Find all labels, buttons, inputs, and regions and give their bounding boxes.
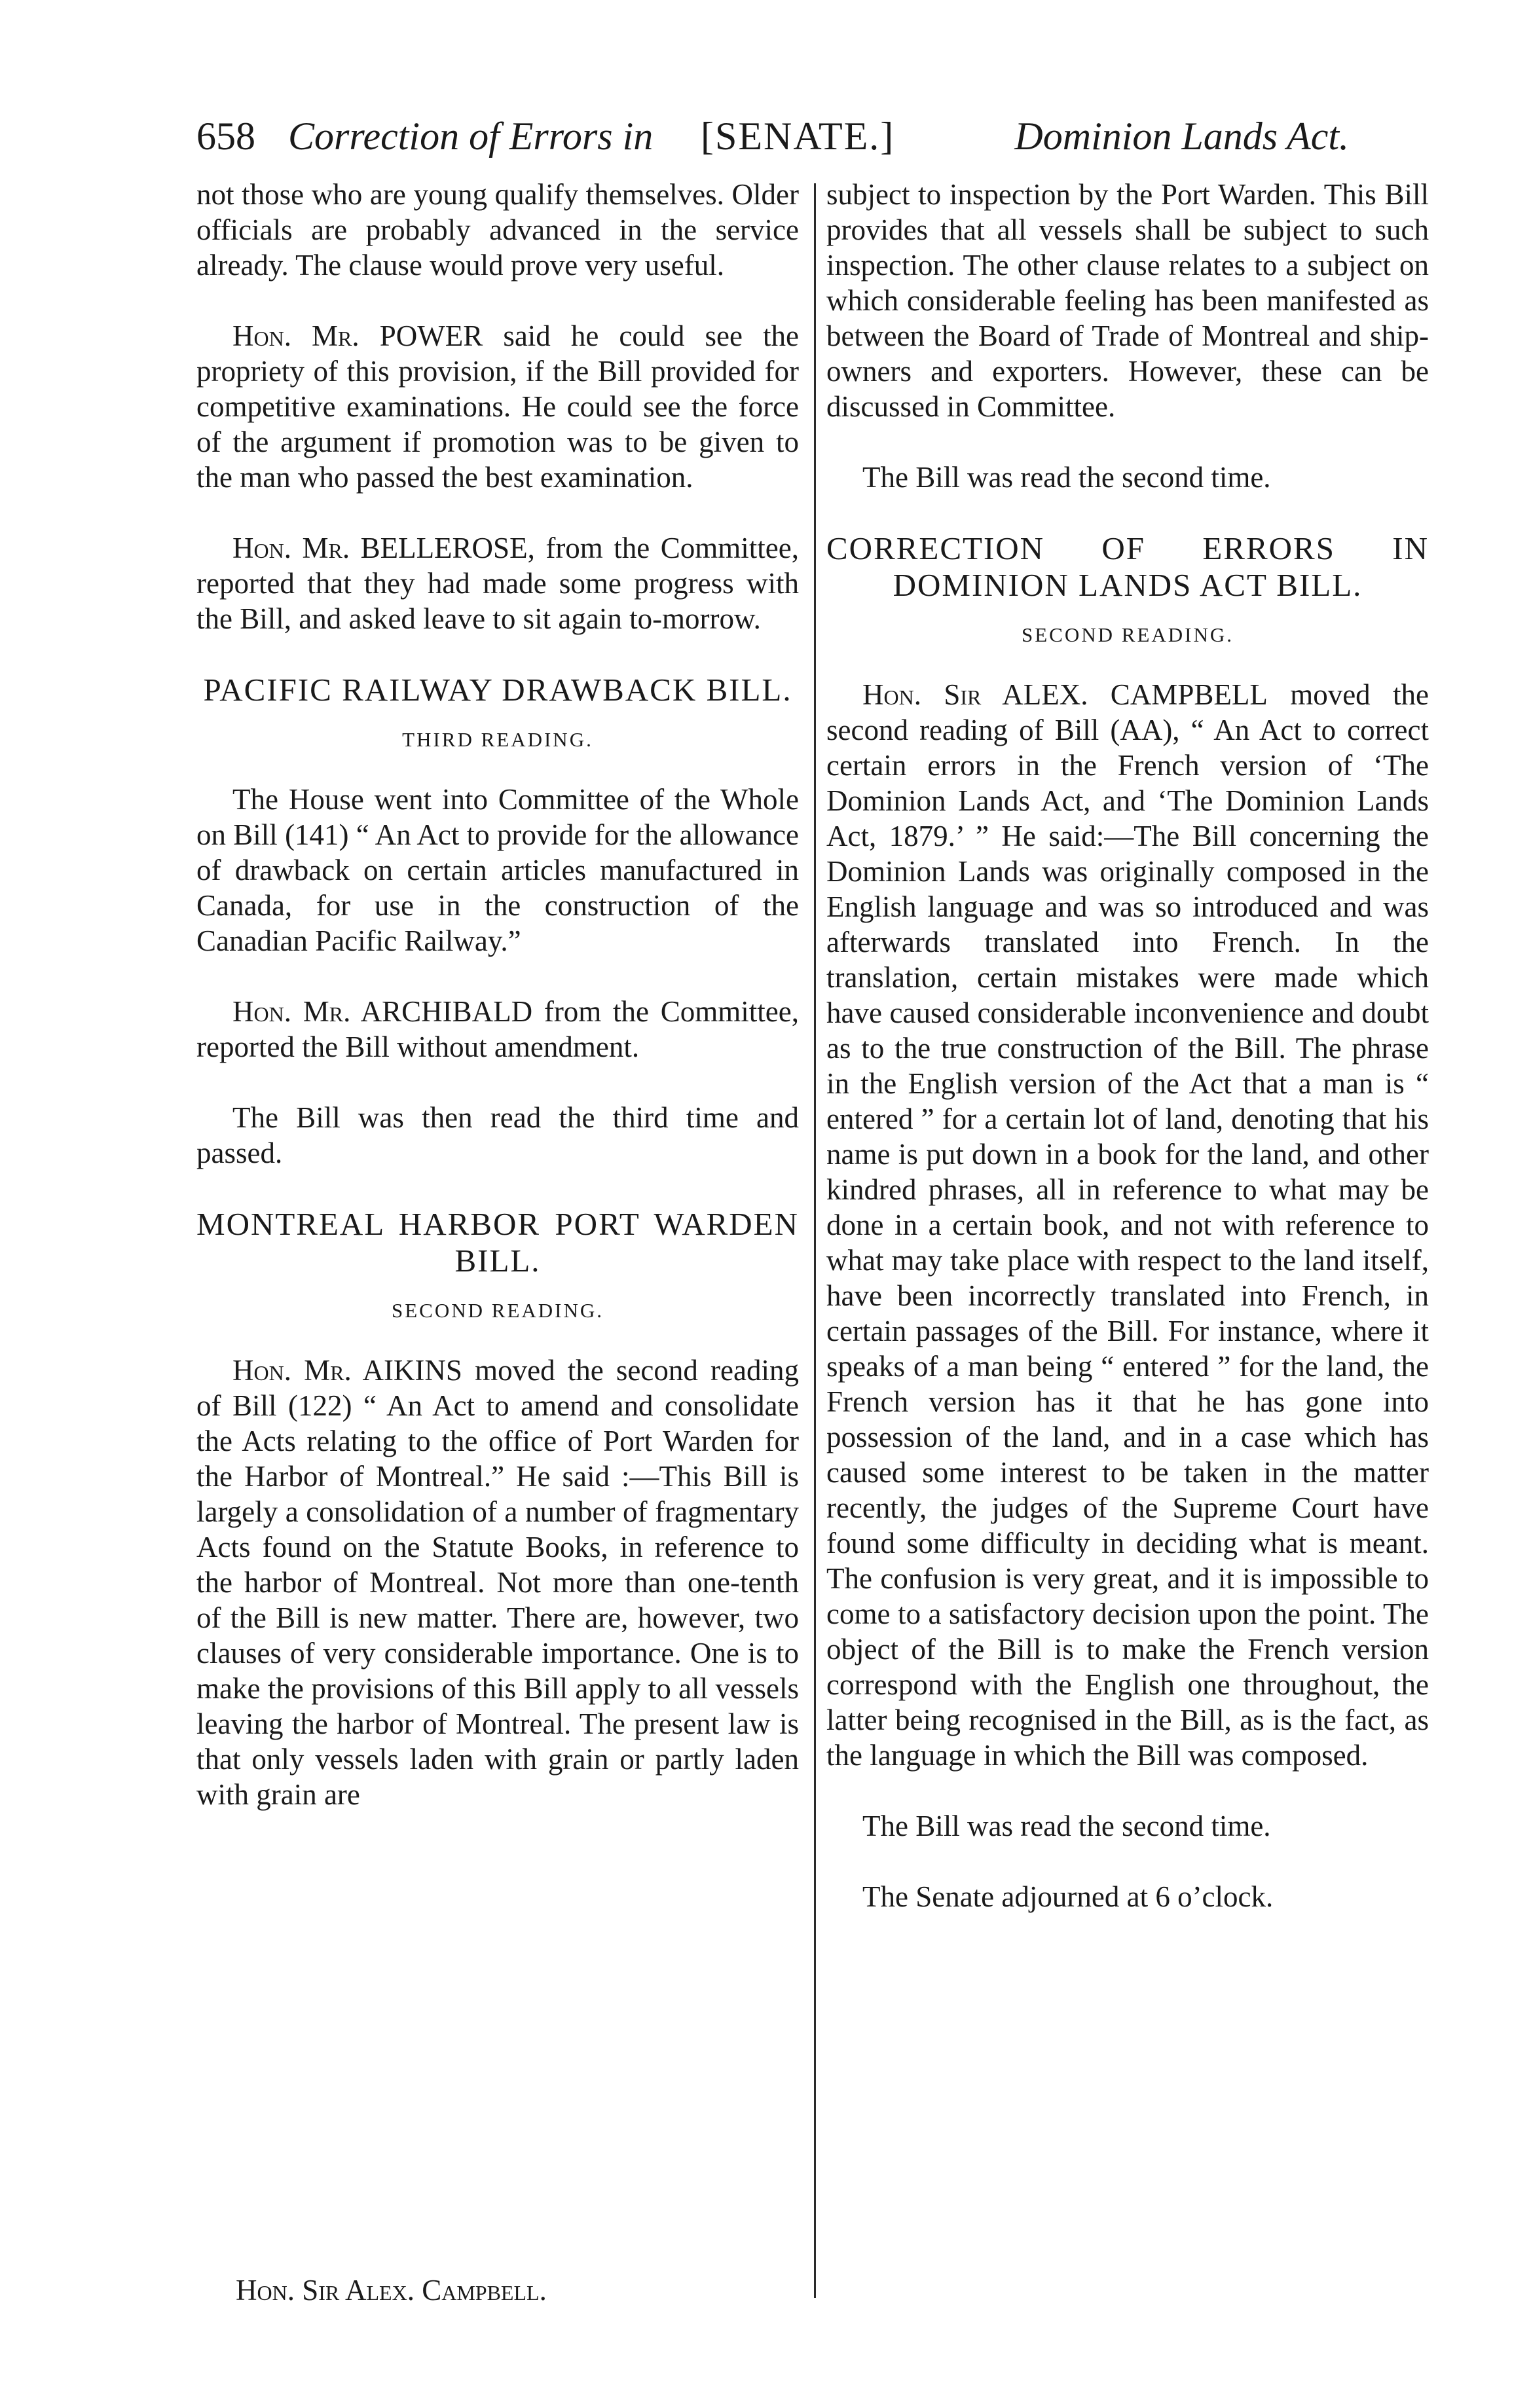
speaker-name: Hon. Mr. ARCHIBALD bbox=[232, 995, 533, 1028]
left-column bbox=[196, 177, 799, 1848]
paragraph: The Bill was read the second time. bbox=[862, 1810, 1271, 1842]
speaker-name: Hon. Mr. BELLEROSE, bbox=[232, 532, 535, 564]
paragraph bbox=[196, 1353, 799, 1812]
paragraph: subject to inspection by the Port Warden. This Bill provides that all vessels shall be subject to such inspection. The other clause relates to a subject on which considerable feeling has been manifested as between the Board of Trade of Montreal and ship-owners and exporters. However, these can be discussed in Committee. bbox=[826, 178, 1429, 423]
right-column bbox=[826, 177, 1429, 1950]
paragraph bbox=[196, 994, 799, 1065]
catchword: Hon. Sir Alex. Campbell. bbox=[236, 2274, 547, 2307]
speaker-name: Hon. Mr. AIKINS bbox=[232, 1354, 462, 1387]
section-heading: MONTREAL HARBOR PORT WARDEN BILL. bbox=[196, 1206, 799, 1279]
paragraph bbox=[196, 530, 799, 636]
section-subheading: SECOND READING. bbox=[1022, 623, 1234, 646]
paragraph: The Bill was then read the third time and passed. bbox=[196, 1101, 799, 1169]
paragraph-text: said he could see the propriety of this provision, if the Bill provided for competitive examinations. He could see the force of the argument if promotion was to be given to the man who passed the best examination. bbox=[196, 319, 799, 494]
paragraph-text: moved the second reading of Bill (AA), “ An Act to correct certain errors in the French version of ‘The Dominion Lands Act, and ‘The Dominion Lands Act, 1879.’ ” He said:—The Bill concerning the Dominion Lands was originally composed in the English language and was so introduced and was afterwards translated into French. In the translation, certain mistakes were made which have caused considerable inconvenience and doubt as to the true construction of the Bill. The phrase in the English version of the Act that a man is “ entered ” for a certain lot of land, denoting that his name is put down in a book for the land, and other kindred phrases, all in reference to what may be done in a certain book, and not with reference to what may take place with respect to the land itself, have been incorrectly translated into French, in certain passages of the Bill. For instance, where it speaks of a man being “ entered ” for the land, the French version has it that he has gone into possession of the land, and in a case which has caused some interest to be taken in the matter recently, the judges of the Supreme Court have found some difficulty in deciding what is meant. The confusion is very great, and it is impossible to come to a satisfactory decision upon the point. The object of the Bill is to make the French version correspond with the English one throughout, the latter being recognised in the Bill, as is the fact, as the language in which the Bill was composed. bbox=[826, 678, 1430, 1772]
paragraph-text: from the Committee, reported that they had made some progress with the Bill, and asked leave to sit again to-morrow. bbox=[196, 532, 799, 635]
paragraph: The Senate adjourned at 6 o’clock. bbox=[862, 1880, 1274, 1913]
page-number: 658 bbox=[196, 115, 255, 158]
section-heading: CORRECTION OF ERRORS IN DOMINION LANDS ACT BILL. bbox=[826, 530, 1429, 603]
page-header bbox=[196, 110, 1349, 162]
paragraph bbox=[826, 677, 1429, 1773]
paragraph: The Bill was read the second time. bbox=[862, 461, 1271, 494]
paragraph bbox=[196, 318, 799, 495]
speaker-name: Hon. Sir ALEX. CAMPBELL bbox=[862, 678, 1268, 711]
section-heading: PACIFIC RAILWAY DRAWBACK BILL. bbox=[203, 672, 792, 708]
running-title-right: Dominion Lands Act. bbox=[1014, 115, 1349, 158]
paragraph: not those who are young qualify themselves. Older officials are probably advanced in the service already. The clause would prove very useful. bbox=[196, 178, 799, 282]
column-divider bbox=[814, 183, 816, 2298]
running-title-left: Correction of Errors in bbox=[288, 115, 654, 158]
section-subheading: SECOND READING. bbox=[392, 1299, 604, 1322]
paragraph: The House went into Committee of the Whole on Bill (141) “ An Act to provide for the allowance of drawback on certain articles manufactured in Canada, for use in the construction of the Canadian Pacific Railway.” bbox=[196, 783, 799, 957]
paragraph-text: from the Committee, reported the Bill without amendment. bbox=[196, 995, 799, 1063]
speaker-name: Hon. Mr. POWER bbox=[232, 319, 483, 352]
paragraph-text: moved the second reading of Bill (122) “ An Act to amend and consolidate the Acts relating to the office of Port Warden for the Harbor of Montreal.” He said :—This Bill is largely a consolidation of a number of fragmentary Acts found on the Statute Books, in reference to the harbor of Montreal. Not more than one-tenth of the Bill is new matter. There are, however, two clauses of very considerable importance. One is to make the provisions of this Bill apply to all vessels leaving the harbor of Montreal. The present law is that only vessels laden with grain or partly laden with grain are bbox=[196, 1354, 799, 1811]
section-subheading: THIRD READING. bbox=[402, 728, 593, 751]
chamber-label: [SENATE.] bbox=[701, 115, 895, 158]
